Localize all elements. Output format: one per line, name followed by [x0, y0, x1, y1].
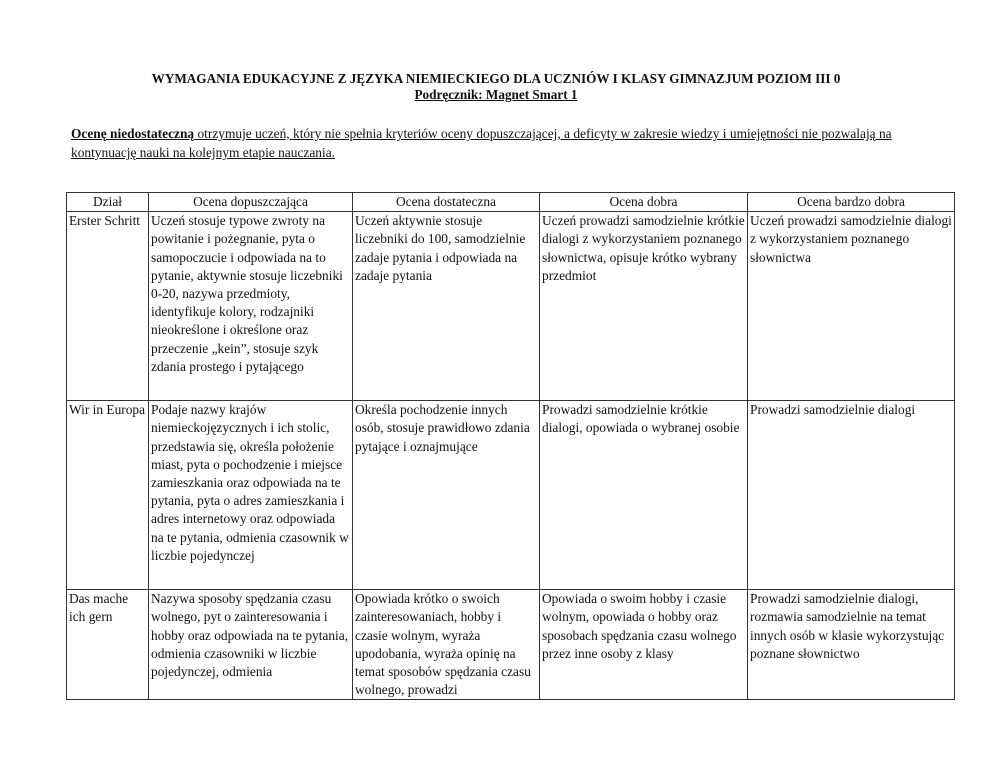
table-cell: Opowiada o swoim hobby i czasie wolnym, opowiada o hobby oraz sposobach spędzania czasu wolnego przez inne osoby z klasy	[540, 590, 748, 700]
requirements-table	[66, 192, 955, 700]
table-cell: Prowadzi samodzielnie dialogi	[748, 401, 955, 590]
table-cell: Uczeń aktywnie stosuje liczebniki do 100, samodzielnie zadaje pytania i odpowiada na zadaje pytania	[353, 212, 540, 401]
header-grade-good: Ocena dobra	[540, 193, 748, 212]
table-cell: Nazywa sposoby spędzania czasu wolnego, pyt o zainteresowania i hobby oraz odpowiada na te pytania, odmienia czasowniki w liczbie pojedynczej, odmienia	[149, 590, 353, 700]
table-cell: Podaje nazwy krajów niemieckojęzycznych i ich stolic, przedstawia się, określa położenie miast, pyta o pochodzenie i miejsce zamieszkania oraz odpowiada na te pytania, pyta o adres zamieszkania i adres internetowy oraz odpowiada na te pytania, odmienia czasownik w liczbie pojedynczej	[149, 401, 353, 590]
section-cell: Das mache ich gern	[67, 590, 149, 700]
document-title: WYMAGANIA EDUKACYJNE Z JĘZYKA NIEMIECKIEGO DLA UCZNIÓW I KLASY GIMNAZJUM POZIOM III 0	[151, 71, 841, 86]
header-grade-sufficient: Ocena dopuszczająca	[149, 193, 353, 212]
table-cell: Prowadzi samodzielnie krótkie dialogi, opowiada o wybranej osobie	[540, 401, 748, 590]
table-cell: Prowadzi samodzielnie dialogi, rozmawia samodzielnie na temat innych osób w klasie wykorzystując poznane słownictwo	[748, 590, 955, 700]
intro-text: otrzymuje uczeń, który nie spełnia kryteriów oceny dopuszczającej, a deficyty w zakresie wiedzy i umiejętności nie pozwalają na kontynuację nauki na kolejnym etapie nauczania.	[71, 126, 892, 160]
document-subtitle	[66, 87, 926, 103]
section-cell: Wir in Europa	[67, 401, 149, 590]
table-cell: Określa pochodzenie innych osób, stosuje prawidłowo zdania pytające i oznajmujące	[353, 401, 540, 590]
header-grade-satisfactory: Ocena dostateczna	[353, 193, 540, 212]
textbook-name: Podręcznik: Magnet Smart 1	[414, 87, 578, 102]
header-section: Dział	[67, 193, 149, 212]
section-cell: Erster Schritt	[67, 212, 149, 401]
table-cell: Uczeń prowadzi samodzielnie krótkie dialogi z wykorzystaniem poznanego słownictwa, opisuje krótko wybrany przedmiot	[540, 212, 748, 401]
intro-paragraph	[71, 124, 931, 162]
table-cell: Opowiada krótko o swoich zainteresowaniach, hobby i czasie wolnym, wyraża upodobania, wyraża opinię na temat sposobów spędzania czasu wolnego, prowadzi	[353, 590, 540, 700]
table-row	[67, 590, 955, 700]
table-cell: Uczeń prowadzi samodzielnie dialogi z wykorzystaniem poznanego słownictwa	[748, 212, 955, 401]
table-header-row	[67, 193, 955, 212]
intro-grade-label: Ocenę niedostateczną	[71, 126, 195, 141]
table-row	[67, 212, 955, 401]
table-row	[67, 401, 955, 590]
table-cell: Uczeń stosuje typowe zwroty na powitanie i pożegnanie, pyta o samopoczucie i odpowiada na to pytanie, aktywnie stosuje liczebniki 0-20, nazywa przedmioty, identyfikuje kolory, rodzajniki nieokreślone i określone oraz przeczenie „kein”, stosuje szyk zdania prostego i pytającego	[149, 212, 353, 401]
header-grade-very-good: Ocena bardzo dobra	[748, 193, 955, 212]
